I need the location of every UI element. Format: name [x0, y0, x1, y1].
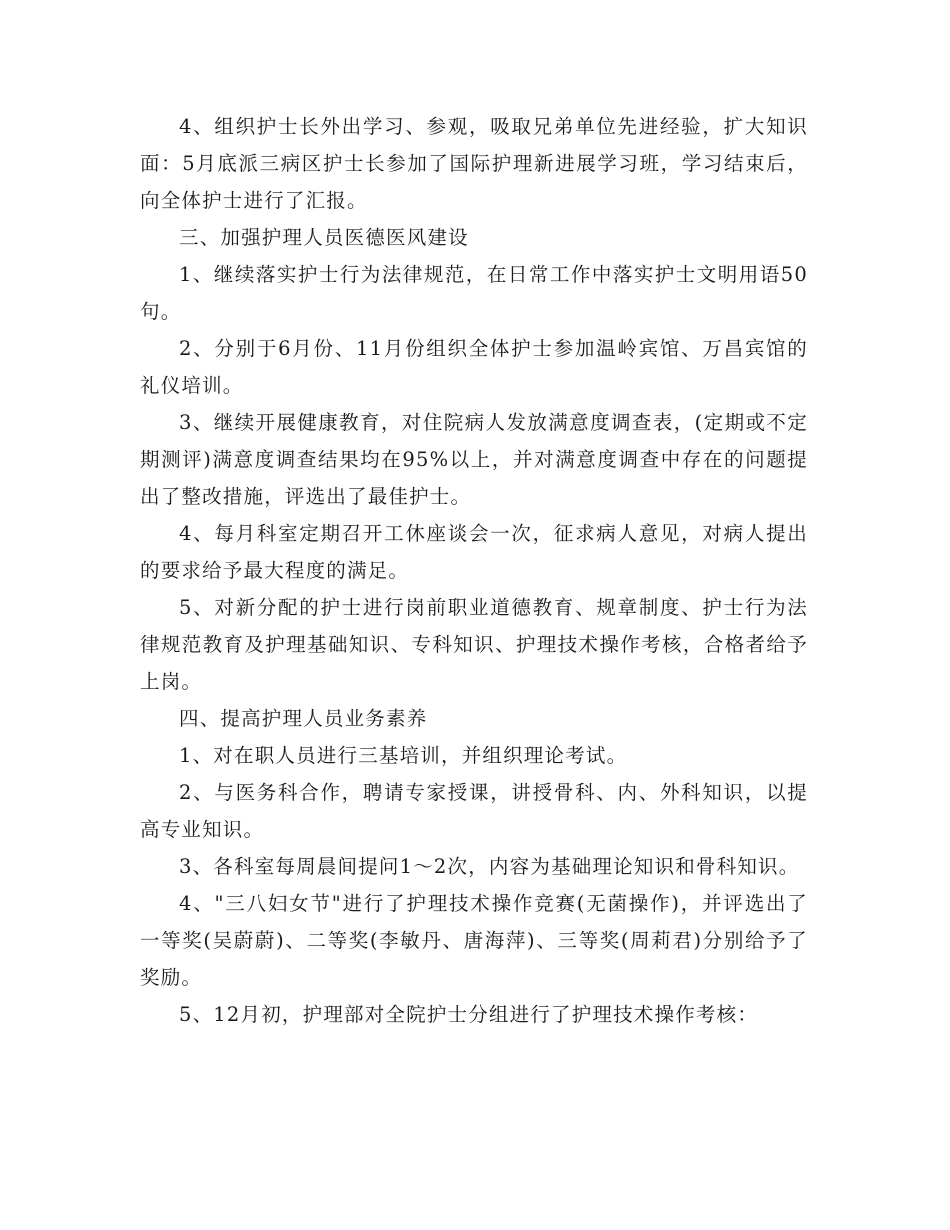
paragraph-conduct-norms: 1、继续落实护士行为法律规范，在日常工作中落实护士文明用语50句。: [140, 263, 808, 323]
section-heading-ethics: 三、加强护理人员医德医风建设: [179, 226, 469, 249]
paragraph-health-education: 3、继续开展健康教育，对住院病人发放满意度调查表，(定期或不定期测评)满意度调查结果均在95%以上，并对满意度调查中存在的问题提出了整改措施，评选出了最佳护士。: [140, 411, 808, 508]
paragraph-patient-forum: 4、每月科室定期召开工休座谈会一次，征求病人意见，对病人提出的要求给予最大程度的满足。: [140, 522, 808, 582]
paragraph-skills-competition: 4、"三八妇女节"进行了护理技术操作竞赛(无菌操作)，并评选出了一等奖(吴蔚蔚)、二等奖(李敏丹、唐海萍)、三等奖(周莉君)分别给予了奖励。: [140, 892, 808, 989]
paragraph-expert-lectures: 2、与医务科合作，聘请专家授课，讲授骨科、内、外科知识，以提高专业知识。: [140, 781, 808, 841]
paragraph-morning-questions: 3、各科室每周晨间提问1～2次，内容为基础理论知识和骨科知识。: [179, 855, 800, 878]
paragraph-etiquette-training: 2、分别于6月份、11月份组织全体护士参加温岭宾馆、万昌宾馆的礼仪培训。: [140, 337, 808, 397]
paragraph-december-assessment: 5、12月初，护理部对全院护士分组进行了护理技术操作考核：: [179, 1003, 759, 1026]
paragraph-basic-training: 1、对在职人员进行三基培训，并组织理论考试。: [179, 744, 628, 767]
document-page: [140, 108, 808, 1033]
paragraph-new-nurse-training: 5、对新分配的护士进行岗前职业道德教育、规章制度、护士行为法律规范教育及护理基础知识、专科知识、护理技术操作考核，合格者给予上岗。: [140, 596, 808, 693]
paragraph-training-trip: 4、组织护士长外出学习、参观，吸取兄弟单位先进经验，扩大知识面：5月底派三病区护士长参加了国际护理新进展学习班，学习结束后，向全体护士进行了汇报。: [140, 115, 808, 212]
section-heading-skills: 四、提高护理人员业务素养: [179, 707, 428, 730]
